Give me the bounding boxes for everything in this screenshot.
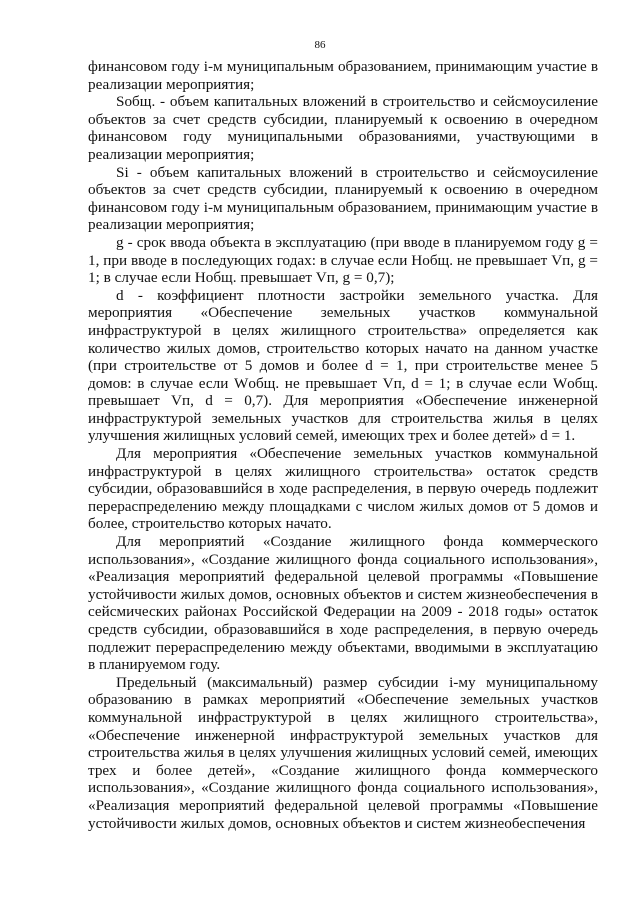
paragraph-max-subsidy: Предельный (максимальный) размер субсидии i-му муниципальному образованию в рамках мероприятий «Обеспечение земельных участков коммунальной инфраструктурой в целях жилищного строительства», «Обеспечение инженерной инфраструктурой земельных участков для строительства жилья в целях улучшения жилищных условий семей, имеющих трех и более детей», «Создание жилищного фонда коммерческого использования», «Создание жилищного фонда социального использования», «Реализация мероприятий федеральной целевой программы «Повышение устойчивости жилых домов, основных объектов и систем жизнеобеспечения bbox=[88, 673, 598, 832]
page-number: 86 bbox=[314, 39, 326, 51]
paragraph-continuation: финансовом году i-м муниципальным образованием, принимающим участие в реализации мероприятия; bbox=[88, 58, 598, 93]
paragraph-g: g - срок ввода объекта в эксплуатацию (при вводе в планируемом году g = 1, при вводе в последующих годах: в случае если Hобщ. не превышает Vп, g = 1; в случае если Hобщ. превышает Vп, g = 0,7); bbox=[88, 233, 598, 287]
paragraph-s-i: Si - объем капитальных вложений в строительство и сейсмоусиление объектов за счет средств субсидии, планируемый к освоению в очередном финансовом году i-м муниципальным образованием, принимающим участие в реализации мероприятия; bbox=[88, 163, 598, 234]
document-body bbox=[88, 58, 598, 832]
paragraph-remainder-housing: Для мероприятий «Создание жилищного фонда коммерческого использования», «Создание жилищного фонда социального использования», «Реализация мероприятий федеральной целевой программы «Повышение устойчивости жилых домов, основных объектов и систем жизнеобеспечения в сейсмических районах Российской Федерации на 2009 - 2018 годы» остаток средств субсидии, образовавшийся в ходе распределения, в первую очередь подлежит перераспределению между объектами, вводимыми в эксплуатацию в планируемом году. bbox=[88, 533, 598, 674]
paragraph-s-total: Sобщ. - объем капитальных вложений в строительство и сейсмоусиление объектов за счет средств субсидии, планируемый к освоению в очередном финансовом году муниципальными образованиями, участвующими в реализации мероприятия; bbox=[88, 93, 598, 163]
paragraph-d: d - коэффициент плотности застройки земельного участка. Для мероприятия «Обеспечение земельных участков коммунальной инфраструктурой в целях жилищного строительства» определяется как количество жилых домов, строительство которых начато на данном участке (при строительстве от 5 домов и более d = 1, при строительстве менее 5 домов: в случае если Wобщ. не превышает Vп, d = 1; в случае если Wобщ. превышает Vп, d = 0,7). Для мероприятия «Обеспечение инженерной инфраструктурой земельных участков для строительства жилья в целях улучшения жилищных условий семей, имеющих трех и более детей» d = 1. bbox=[88, 286, 598, 445]
paragraph-remainder-utilities: Для мероприятия «Обеспечение земельных участков коммунальной инфраструктурой в целях жилищного строительства» остаток средств субсидии, образовавшийся в ходе распределения, в первую очередь подлежит перераспределению между площадками с числом жилых домов от 5 домов и более, строительство которых начато. bbox=[88, 445, 598, 533]
